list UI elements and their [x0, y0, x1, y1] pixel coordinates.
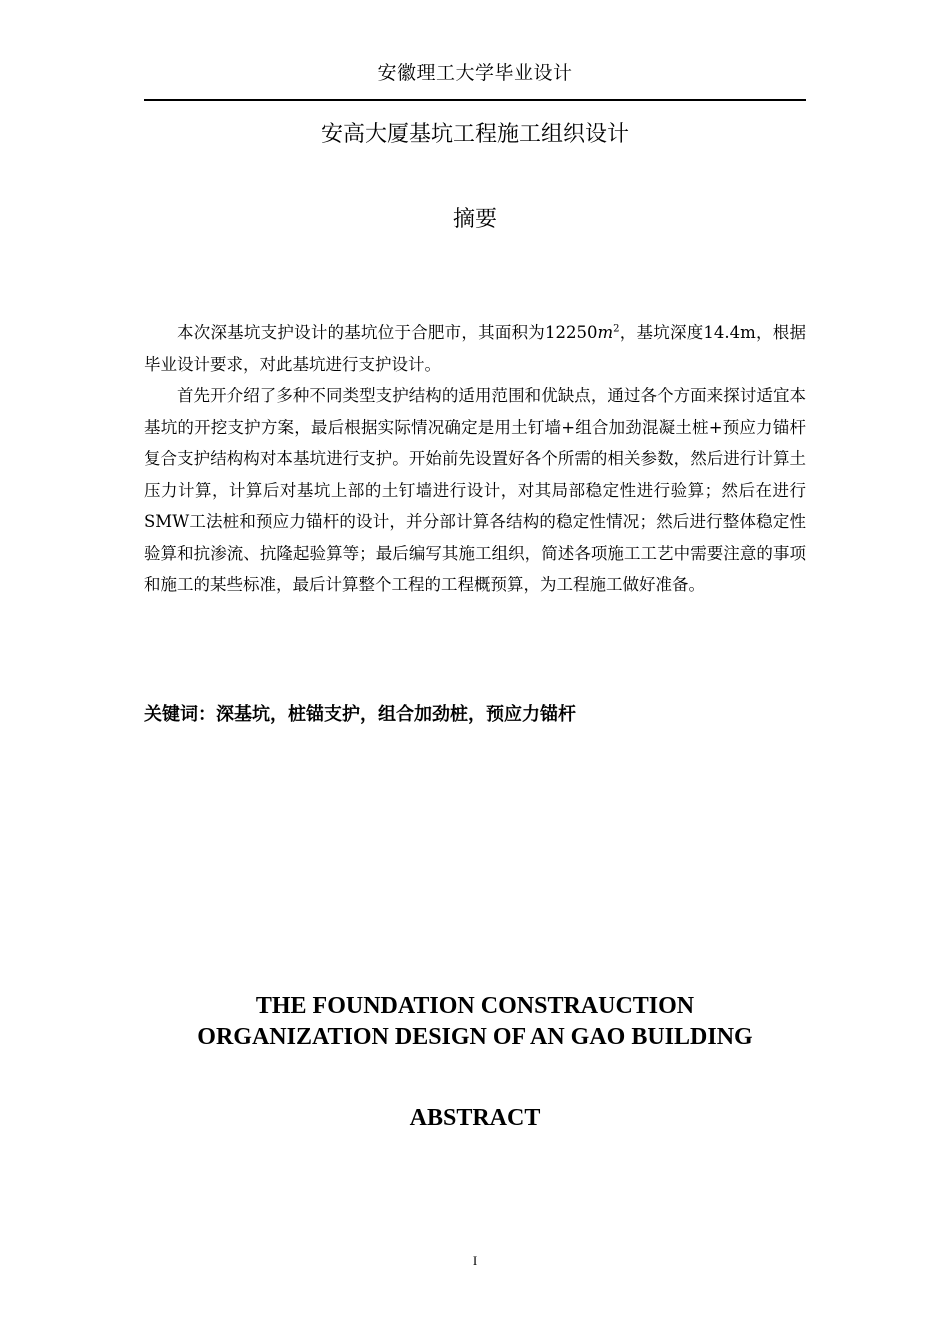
- english-title-line-1: THE FOUNDATION CONSTRAUCTION: [255, 993, 695, 1019]
- area-unit-exponent: 2: [613, 323, 620, 335]
- chinese-keywords: 关键词：深基坑，桩锚支护，组合加劲桩，预应力锚杆: [144, 704, 576, 725]
- page-number: I: [472, 1253, 478, 1268]
- chinese-title: 安高大厦基坑工程施工组织设计: [320, 122, 629, 147]
- header-rule: [144, 99, 806, 101]
- english-title-line-2: ORGANIZATION DESIGN OF AN GAO BUILDING: [197, 1024, 753, 1050]
- chinese-abstract-body: [144, 317, 806, 601]
- paragraph-1-text-before: 本次深基坑支护设计的基坑位于合肥市，其面积为12250: [177, 323, 598, 342]
- english-title: [0, 991, 950, 1053]
- chinese-abstract-heading: 摘要: [452, 207, 497, 232]
- paragraph-1-text-after: ，基坑深度14.4m，根据毕业设计要求，对此基坑进行支护设计。: [144, 323, 806, 374]
- area-unit: m: [597, 323, 614, 342]
- running-header: 安徽理工大学毕业设计: [377, 62, 573, 84]
- english-abstract-heading: ABSTRACT: [409, 1105, 541, 1131]
- abstract-paragraph-2: 首先开介绍了多种不同类型支护结构的适用范围和优缺点，通过各个方面来探讨适宜本基坑的开挖支护方案，最后根据实际情况确定是用土钉墙+组合加劲混凝土桩+预应力锚杆复合支护结构构对本基坑进行支护。开始前先设置好各个所需的相关参数，然后进行计算土压力计算，计算后对基坑上部的土钉墙进行设计，对其局部稳定性进行验算；然后在进行SMW工法桩和预应力锚杆的设计，并分部计算各结构的稳定性情况；然后进行整体稳定性验算和抗渗流、抗隆起验算等；最后编写其施工组织，简述各项施工工艺中需要注意的事项和施工的某些标准，最后计算整个工程的工程概预算，为工程施工做好准备。: [144, 386, 806, 594]
- abstract-paragraph-1: [144, 317, 806, 380]
